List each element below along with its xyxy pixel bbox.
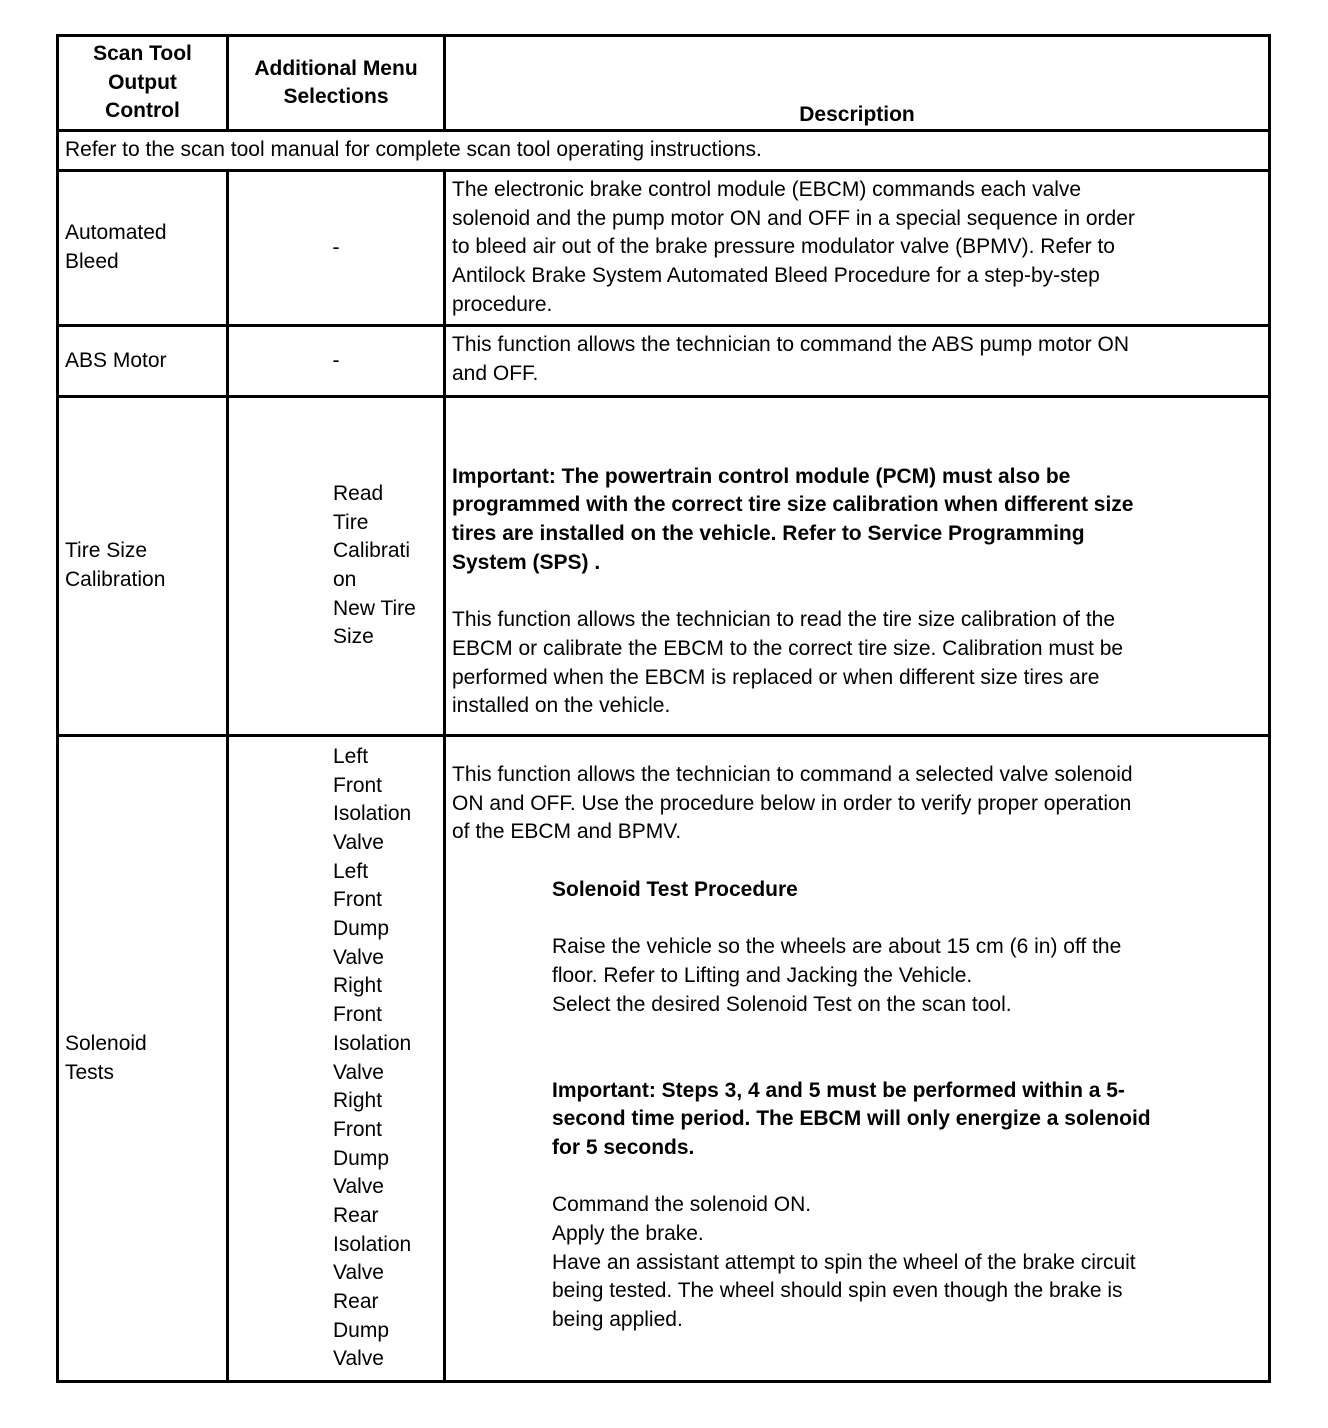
- menu-selection-line: Front: [333, 1003, 383, 1027]
- menu-selection-line: Front: [333, 773, 383, 797]
- menu-selection-line: Right: [333, 1089, 383, 1113]
- menu-selection-line: on: [333, 568, 357, 591]
- description-line: This function allows the technician to command a selected valve solenoid: [452, 763, 1133, 786]
- description-line: being tested. The wheel should spin even though the brake is: [552, 1279, 1123, 1303]
- important-text-line: Important: The powertrain control module (PCM) must also be: [452, 464, 1071, 488]
- menu-selection-line: Front: [333, 1117, 383, 1141]
- menu-selection-line: Left: [333, 859, 369, 883]
- description-line: [452, 1048, 1262, 1077]
- control-label-line: Solenoid: [65, 1031, 147, 1055]
- menu-selection-line: Rear: [333, 1203, 379, 1227]
- control-cell: [58, 326, 228, 397]
- menu-selection-line: Read: [333, 481, 384, 505]
- description-line: being applied.: [552, 1308, 683, 1332]
- menu-selection-line: -: [332, 235, 340, 259]
- description-line: [452, 434, 1262, 463]
- description-cell: [445, 171, 1270, 326]
- menu-selection-line: Isolation: [333, 802, 412, 826]
- header-description: Description: [445, 36, 1270, 131]
- description-cell: [445, 736, 1270, 1382]
- description-line: [452, 904, 1262, 933]
- menu-selection-line: Right: [333, 974, 383, 998]
- menu-selection-line: Left: [333, 744, 369, 768]
- note-text: Refer to the scan tool manual for complete scan tool operating instructions.: [58, 131, 1270, 171]
- description-line: procedure.: [452, 292, 553, 316]
- important-text-line: for 5 seconds.: [552, 1135, 695, 1159]
- description-line: performed when the EBCM is replaced or when different size tires are: [452, 665, 1100, 689]
- description-line: Raise the vehicle so the wheels are about 15 cm (6 in) off the: [552, 935, 1122, 959]
- important-text-line: System (SPS) .: [452, 550, 601, 574]
- menu-selection-line: Dump: [333, 1146, 390, 1170]
- menu-selection-line: Valve: [333, 1175, 384, 1199]
- control-cell: [58, 171, 228, 326]
- menu-selection-line: Size: [333, 625, 374, 649]
- control-cell: [58, 736, 228, 1382]
- control-label-line: Calibration: [65, 568, 166, 591]
- menu-cell: [228, 171, 445, 326]
- description-line: ON and OFF. Use the procedure below in order to verify proper operation: [452, 791, 1132, 815]
- important-text-line: tires are installed on the vehicle. Refer to Service Programming: [452, 522, 1085, 546]
- important-text-line: programmed with the correct tire size calibration when different size: [452, 493, 1134, 517]
- description-line: Select the desired Solenoid Test on the scan tool.: [552, 992, 1012, 1016]
- description-line: This function allows the technician to read the tire size calibration of the: [452, 608, 1116, 632]
- control-label-line: Automated: [65, 221, 167, 245]
- menu-cell: [228, 397, 445, 736]
- control-label-line: Bleed: [65, 250, 119, 273]
- menu-selection-line: Calibrati: [333, 539, 411, 563]
- header-row: [58, 36, 1270, 131]
- description-line: and OFF.: [452, 361, 539, 385]
- description-line: Have an assistant attempt to spin the wheel of the brake circuit: [552, 1250, 1136, 1274]
- scan-tool-output-controls-table: [56, 34, 1271, 1383]
- description-line: Apply the brake.: [552, 1222, 704, 1245]
- menu-selection-line: Valve: [333, 1347, 384, 1371]
- important-text-line: Solenoid Test Procedure: [552, 877, 798, 901]
- menu-cell: [228, 736, 445, 1382]
- note-row: [58, 131, 1270, 171]
- description-line: to bleed air out of the brake pressure modulator valve (BPMV). Refer to: [452, 235, 1115, 259]
- description-line: The electronic brake control module (EBCM) commands each valve: [452, 178, 1082, 201]
- description-line: Command the solenoid ON.: [552, 1193, 812, 1217]
- table-row: [58, 736, 1270, 1382]
- menu-selection-line: -: [332, 348, 340, 372]
- description-line: [452, 847, 1262, 876]
- description-line: Antilock Brake System Automated Bleed Procedure for a step-by-step: [452, 264, 1100, 288]
- menu-selection-line: Valve: [333, 831, 384, 854]
- menu-selection-line: Rear: [333, 1290, 379, 1313]
- description-cell: [445, 326, 1270, 397]
- description-line: [452, 1163, 1262, 1192]
- table-row: [58, 171, 1270, 326]
- header-additional-menu-selections: Additional Menu Selections: [228, 36, 445, 131]
- menu-selection-line: Front: [333, 888, 383, 912]
- menu-selection-line: Tire: [333, 510, 369, 534]
- control-label-line: Tire Size: [65, 539, 148, 563]
- description-line: [452, 577, 1262, 606]
- menu-selection-line: Valve: [333, 945, 384, 969]
- menu-cell: [228, 326, 445, 397]
- control-label-line: ABS Motor: [65, 348, 167, 372]
- description-cell: [445, 397, 1270, 736]
- important-text-line: Important: Steps 3, 4 and 5 must be performed within a 5-: [552, 1078, 1125, 1102]
- menu-selection-line: Dump: [333, 1318, 390, 1342]
- table-row: [58, 326, 1270, 397]
- menu-selection-line: Valve: [333, 1261, 384, 1285]
- control-cell: [58, 397, 228, 736]
- description-line: solenoid and the pump motor ON and OFF in a special sequence in order: [452, 206, 1135, 230]
- description-line: floor. Refer to Lifting and Jacking the Vehicle.: [552, 963, 973, 987]
- description-line: of the EBCM and BPMV.: [452, 820, 682, 844]
- menu-selection-line: Valve: [333, 1060, 384, 1084]
- table-row: [58, 397, 1270, 736]
- header-scan-tool-output-control: Scan Tool Output Control: [58, 36, 228, 131]
- description-line: installed on the vehicle.: [452, 694, 671, 718]
- menu-selection-line: Isolation: [333, 1031, 412, 1055]
- control-label-line: Tests: [65, 1060, 115, 1084]
- menu-selection-line: Isolation: [333, 1232, 412, 1256]
- important-text-line: second time period. The EBCM will only energize a solenoid: [552, 1107, 1151, 1131]
- menu-selection-line: Dump: [333, 917, 390, 941]
- description-line: This function allows the technician to command the ABS pump motor ON: [452, 333, 1129, 356]
- menu-selection-line: New Tire: [333, 596, 416, 620]
- description-line: EBCM or calibrate the EBCM to the correct tire size. Calibration must be: [452, 636, 1124, 660]
- description-line: [452, 1019, 1262, 1048]
